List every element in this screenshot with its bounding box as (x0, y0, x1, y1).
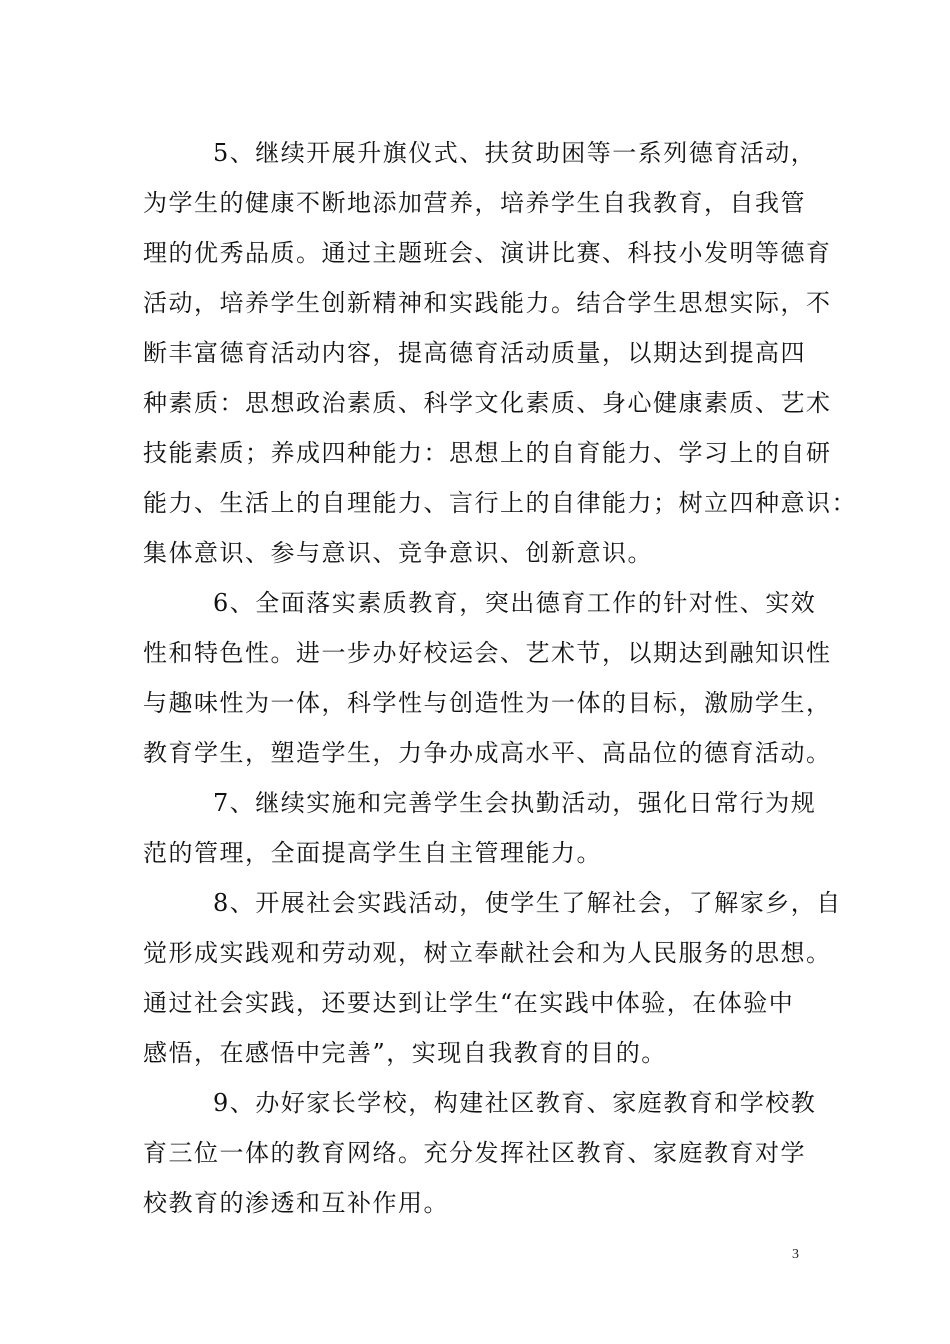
body-text (143, 128, 857, 1228)
paragraph-6-line-4: 教育学生，塑造学生，力争办成高水平、高品位的德育活动。 (143, 739, 832, 767)
paragraph-8-line-2: 觉形成实践观和劳动观，树立奉献社会和为人民服务的思想。 (143, 939, 832, 967)
paragraph-9-line-2: 育三位一体的教育网络。充分发挥社区教育、家庭教育对学 (143, 1139, 806, 1167)
paragraph-5-line-3: 理的优秀品质。通过主题班会、演讲比赛、科技小发明等德育 (143, 239, 832, 267)
paragraph-5-line-2: 为学生的健康不断地添加营养，培养学生自我教育，自我管 (143, 189, 806, 217)
paragraph-6-line-1: 6、全面落实素质教育，突出德育工作的针对性、实效 (213, 589, 817, 617)
paragraph-9-line-3: 校教育的渗透和互补作用。 (143, 1189, 449, 1217)
paragraph-7-line-1: 7、继续实施和完善学生会执勤活动，强化日常行为规 (213, 789, 817, 817)
paragraph-5-line-5: 断丰富德育活动内容，提高德育活动质量，以期达到提高四 (143, 339, 806, 367)
paragraph-6-line-2: 性和特色性。进一步办好校运会、艺术节，以期达到融知识性 (143, 639, 832, 667)
paragraph-8-line-3: 通过社会实践，还要达到让学生“在实践中体验，在体验中 (143, 989, 795, 1017)
paragraph-5-line-1: 5、继续开展升旗仪式、扶贫助困等一系列德育活动， (213, 139, 817, 167)
paragraph-8-line-1: 8、开展社会实践活动，使学生了解社会，了解家乡，自 (213, 889, 842, 917)
page-number: 3 (792, 1247, 799, 1262)
paragraph-6-line-3: 与趣味性为一体，科学性与创造性为一体的目标，激励学生， (143, 689, 832, 717)
paragraph-8-line-4: 感悟，在感悟中完善”，实现自我教育的目的。 (143, 1039, 667, 1067)
paragraph-9-line-1: 9、办好家长学校，构建社区教育、家庭教育和学校教 (213, 1089, 817, 1117)
paragraph-5-line-8: 能力、生活上的自理能力、言行上的自律能力；树立四种意识： (143, 489, 857, 517)
paragraph-5-line-4: 活动，培养学生创新精神和实践能力。结合学生思想实际，不 (143, 289, 832, 317)
paragraph-7-line-2: 范的管理，全面提高学生自主管理能力。 (143, 839, 602, 867)
paragraph-5-line-9: 集体意识、参与意识、竞争意识、创新意识。 (143, 539, 653, 567)
paragraph-5-line-6: 种素质：思想政治素质、科学文化素质、身心健康素质、艺术 (143, 389, 832, 417)
paragraph-5-line-7: 技能素质；养成四种能力：思想上的自育能力、学习上的自研 (143, 439, 832, 467)
